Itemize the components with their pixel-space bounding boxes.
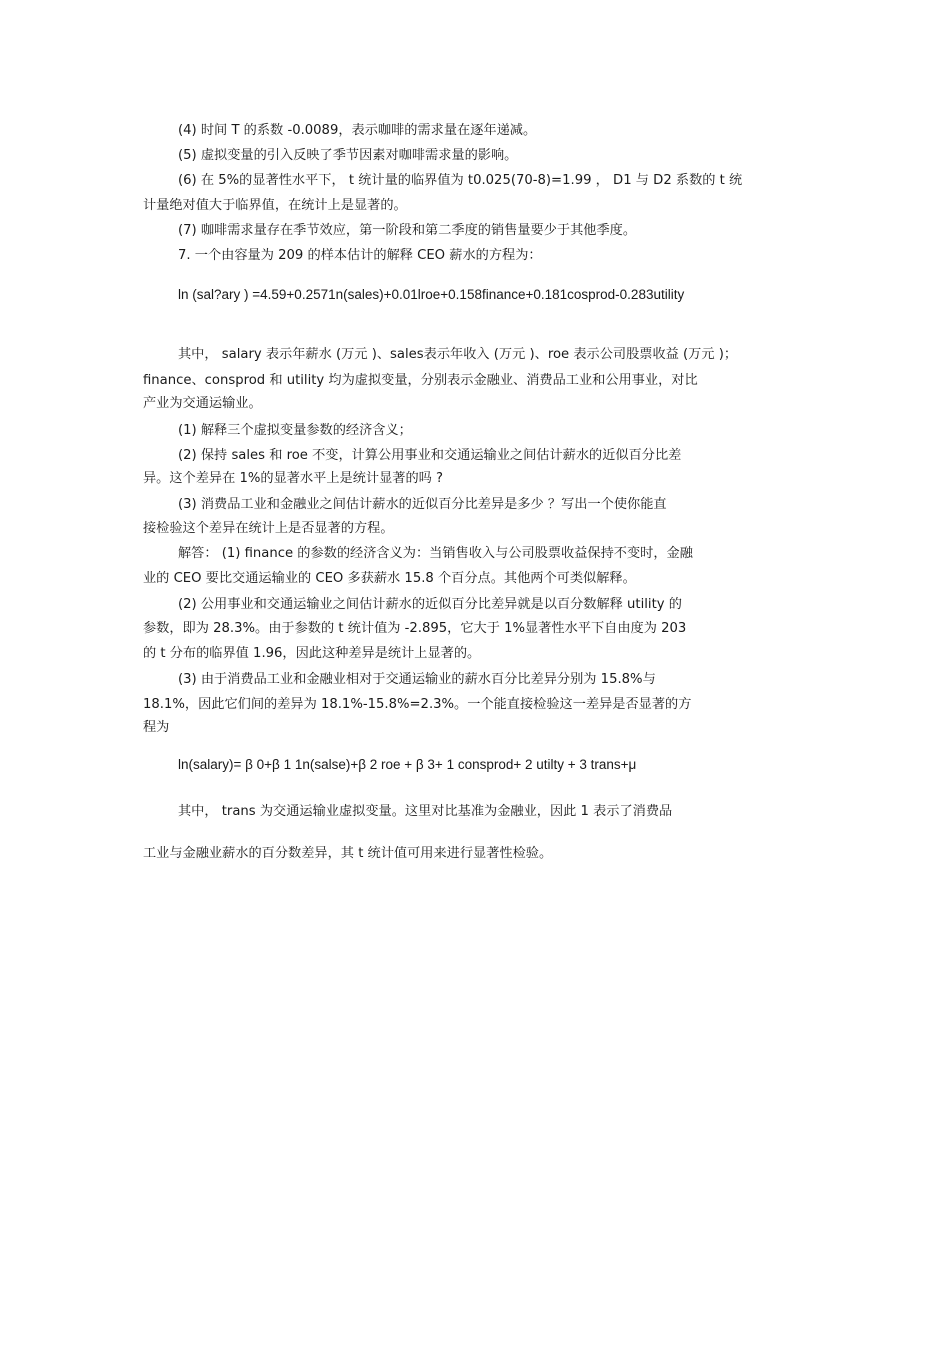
text-line: (7) 咖啡需求量存在季节效应，第一阶段和第二季度的销售量要少于其他季度。 [178,223,637,238]
text-line: (5) 虚拟变量的引入反映了季节因素对咖啡需求量的影响。 [178,148,518,163]
text-line: 程为 [143,720,170,735]
text-line: 异。这个差异在 1%的显著水平上是统计显著的吗 ? [143,471,444,486]
text-line: (4) 时间 T 的系数 -0.0089，表示咖啡的需求量在逐年递减。 [178,123,537,138]
test-equation: ln(salary)= β 0+β 1 1n(salse)+β 2 roe + β 3+ 1 consprod+ 2 utilty + 3 trans+μ [178,757,637,772]
text-line: 计量绝对值大于临界值，在统计上是显著的。 [143,198,407,213]
text-line: 18.1%，因此它们间的差异为 18.1%-15.8%=2.3%。一个能直接检验这一差异是否显著的方 [143,697,692,712]
text-line: 其中， salary 表示年薪水 (万元 )、sales表示年收入 (万元 )、roe 表示公司股票收益 (万元 )； [178,347,738,362]
text-line: 的 t 分布的临界值 1.96，因此这种差异是统计上显著的。 [143,646,481,661]
text-line: 解答： (1) finance 的参数的经济含义为：当销售收入与公司股票收益保持不变时，金融 [178,546,693,561]
text-line: (2) 公用事业和交通运输业之间估计薪水的近似百分比差异就是以百分数解释 utility 的 [178,597,682,612]
text-line: 参数，即为 28.3%。由于参数的 t 统计值为 -2.895，它大于 1%显著性水平下自由度为 203 [143,621,687,636]
text-line: 7. 一个由容量为 209 的样本估计的解释 CEO 薪水的方程为： [178,248,542,263]
regression-equation: ln (sal?ary ) =4.59+0.2571n(sales)+0.01lroe+0.158finance+0.181cosprod-0.283utility [178,287,685,302]
text-line: 其中， trans 为交通运输业虚拟变量。这里对比基准为金融业，因此 1 表示了消费品 [178,804,673,819]
text-line: 接检验这个差异在统计上是否显著的方程。 [143,521,394,536]
text-line: (3) 消费品工业和金融业之间估计薪水的近似百分比差异是多少 ？写出一个使你能直 [178,497,667,512]
text-line: finance、consprod 和 utility 均为虚拟变量，分别表示金融业、消费品工业和公用事业，对比 [143,373,698,388]
text-line: 产业为交通运输业。 [143,396,262,411]
text-line: (1) 解释三个虚拟变量参数的经济含义； [178,423,412,438]
text-line: 工业与金融业薪水的百分数差异，其 t 统计值可用来进行显著性检验。 [143,846,553,861]
text-line: 业的 CEO 要比交通运输业的 CEO 多获薪水 15.8 个百分点。其他两个可类似解释。 [143,571,636,586]
text-line: (2) 保持 sales 和 roe 不变，计算公用事业和交通运输业之间估计薪水的近似百分比差 [178,448,682,463]
text-line: (3) 由于消费品工业和金融业相对于交通运输业的薪水百分比差异分别为 15.8%与 [178,672,656,687]
text-line: (6) 在 5%的显著性水平下， t 统计量的临界值为 t0.025(70-8)=1.99 ， D1 与 D2 系数的 t 统 [178,173,743,188]
